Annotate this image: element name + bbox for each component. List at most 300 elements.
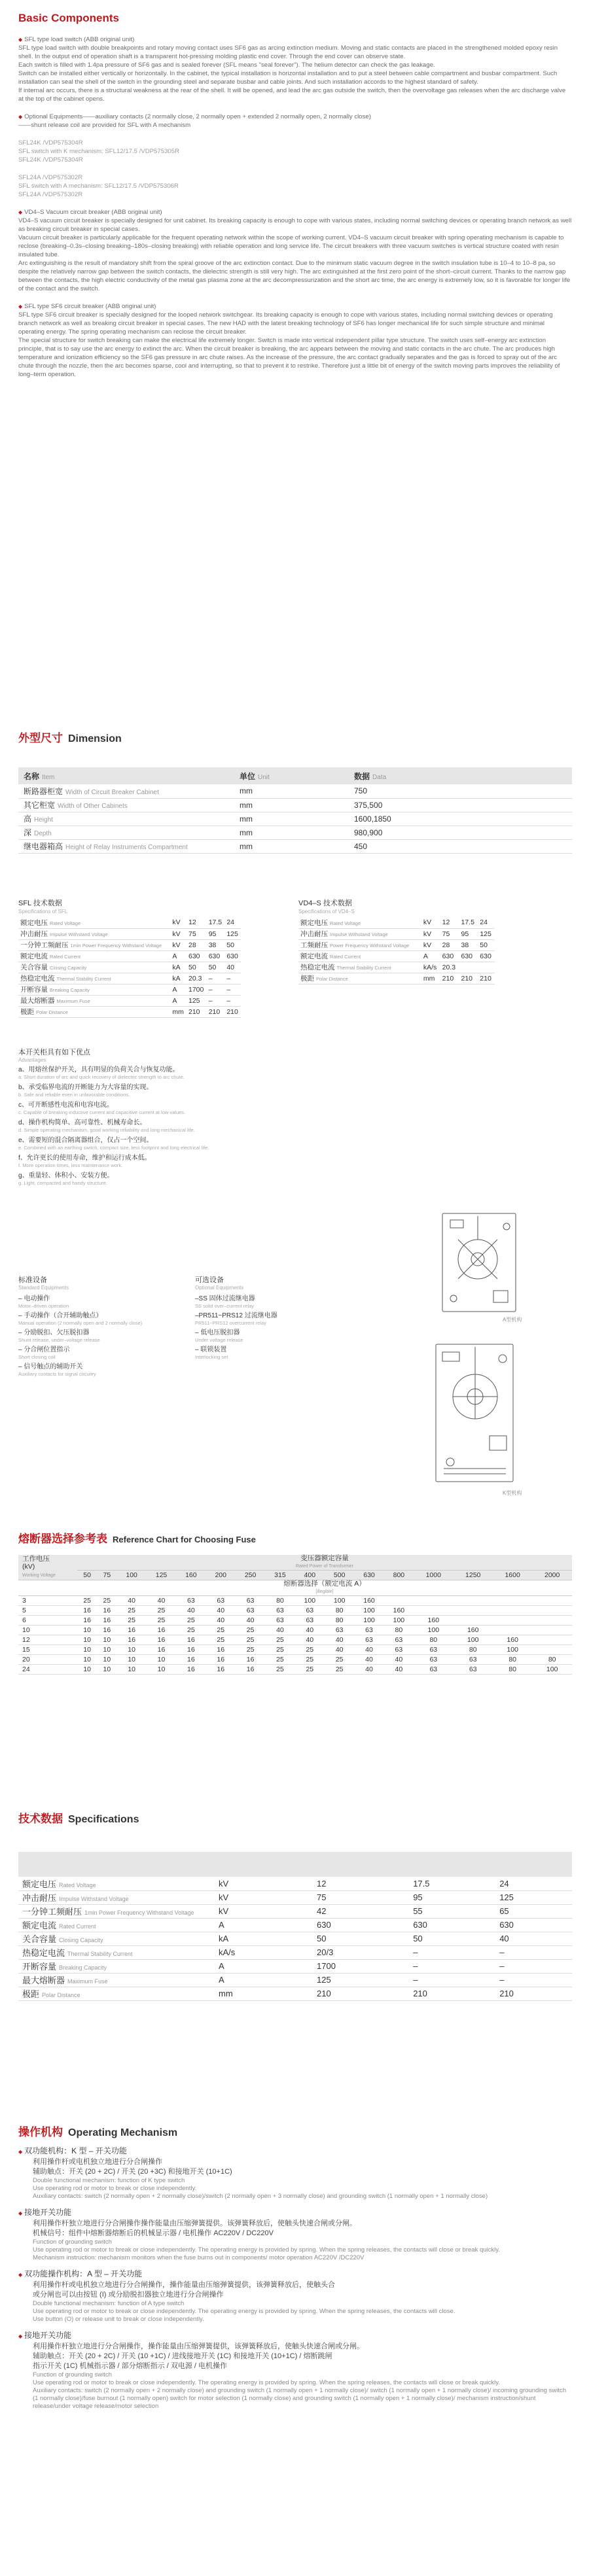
dimension-table — [18, 767, 572, 854]
specification-value: 75 — [313, 1890, 409, 1904]
fuse-cell: 160 — [454, 1626, 493, 1635]
spec-value: – — [207, 984, 225, 995]
spec-value: 125 — [478, 928, 495, 939]
fuse-cell: 80 — [454, 1645, 493, 1655]
fuse-kva-cell: 2000 — [532, 1571, 572, 1580]
fuse-cell: 100 — [325, 1596, 354, 1606]
spec-unit: kV — [421, 939, 440, 950]
fuse-kva-cell: 100 — [116, 1571, 146, 1580]
col-data: 数据 Data — [349, 767, 572, 784]
fuse-kva-cell: 200 — [206, 1571, 236, 1580]
spec-unit: A — [421, 950, 440, 962]
spec-value: 38 — [459, 939, 478, 950]
sfl-block — [18, 35, 572, 103]
fuse-cell: 10 — [77, 1645, 97, 1655]
fuse-cell — [414, 1606, 453, 1616]
dimension-row — [18, 812, 572, 826]
fuse-cell: 40 — [384, 1665, 414, 1675]
fuse-cell: 10 — [97, 1645, 116, 1655]
spec-label: 极距 Polar Distance — [18, 1006, 170, 1017]
equipment-item: – 电动操作 Motor–driven operation — [18, 1295, 69, 1309]
spec-value: 50 — [224, 939, 241, 950]
fuse-cell: 25 — [147, 1606, 176, 1616]
specification-unit: A — [215, 1959, 313, 1973]
vd4-spec-table — [298, 897, 495, 984]
spec-row — [298, 928, 495, 939]
optional-equipment-caption-en: Optional Equipments — [195, 1285, 244, 1291]
specification-label: 极距 Polar Distance — [18, 1987, 215, 2000]
spec-value: 38 — [207, 939, 225, 950]
spec-row — [298, 950, 495, 962]
fuse-cell — [532, 1635, 572, 1645]
specification-value: 125 — [495, 1890, 572, 1904]
fuse-cell: 40 — [295, 1635, 325, 1645]
mechanism-item — [18, 2330, 572, 2411]
specification-value: 125 — [313, 1973, 409, 1987]
fuse-kva-cell: 630 — [354, 1571, 384, 1580]
mechanism-line: Use operating rod or motor to break or close independently. The operating energy is provided by spring. When the spring releases, the contacts will close or break quickly. — [33, 2379, 500, 2386]
dimension-value: 980,900 — [349, 826, 572, 839]
spec-row — [298, 917, 495, 928]
fuse-cell: 10 — [77, 1635, 97, 1645]
fuse-cell: 25 — [265, 1655, 294, 1665]
spec-row — [18, 939, 241, 950]
fuse-cell: 25 — [116, 1606, 146, 1616]
fuse-cell: 63 — [384, 1645, 414, 1655]
sfl-spec-caption-en: Specifications of SFL — [18, 909, 68, 914]
fuse-section — [18, 1529, 572, 1675]
fuse-cell — [532, 1645, 572, 1655]
specification-value: 42 — [313, 1904, 409, 1918]
bullet-icon: ◆ — [18, 2333, 23, 2339]
fuse-cell: 80 — [414, 1635, 453, 1645]
fuse-cell: 63 — [454, 1655, 493, 1665]
specification-value: 50 — [409, 1932, 495, 1945]
equipment-item: – 联锁装置 Interlocking set — [195, 1346, 228, 1360]
model-line: SFL switch with A mechanism: SFL12/17.5 /VDP575306R — [18, 183, 179, 190]
fuse-cell: 63 — [265, 1606, 294, 1616]
bullet-icon: ◆ — [18, 304, 23, 309]
specifications-section — [18, 1809, 572, 2001]
spec-row — [298, 962, 495, 973]
bullet-icon: ◆ — [18, 114, 23, 120]
dimension-table-header — [18, 767, 572, 784]
model-line: SFL switch with K mechanism: SFL12/17.5 /VDP575305R — [18, 148, 179, 155]
spec-value: 210 — [224, 1006, 241, 1017]
mechanism-line: Use button (O) or release unit to break or close independently. — [33, 2316, 204, 2323]
fuse-cell: 10 — [97, 1655, 116, 1665]
fuse-cell: 25 — [265, 1645, 294, 1655]
fuse-cell: 10 — [77, 1655, 97, 1665]
advantage-item: a、用熔丝保护开关，具有明显的负荷关合与恢复功能。 a. Short duration of arc and quick recovery of dielectric strength to arc chute. — [18, 1066, 185, 1080]
dimension-title: 外型尺寸 Dimension — [18, 732, 122, 745]
spec-value: 12 — [187, 917, 207, 928]
specification-unit: kV — [215, 1877, 313, 1890]
fuse-cell: 10 — [116, 1645, 146, 1655]
advantage-item: g、重量轻、体积小、安装方便。 g. Light, compacted and handy structure. — [18, 1172, 114, 1186]
fuse-cell: 40 — [384, 1655, 414, 1665]
fuse-row — [18, 1616, 572, 1626]
spec-value: 28 — [187, 939, 207, 950]
equipment-item: – 手动操作（合开辅助触点） Manual operation (2 normally open and 2 normally close) — [18, 1312, 143, 1326]
specification-value: 55 — [409, 1904, 495, 1918]
specification-row — [18, 1973, 572, 1987]
fuse-cell: 16 — [206, 1665, 236, 1675]
fuse-cell: 16 — [116, 1635, 146, 1645]
specification-row — [18, 1918, 572, 1932]
fuse-cell: 25 — [295, 1655, 325, 1665]
fuse-cell: 16 — [236, 1665, 265, 1675]
dimension-row — [18, 784, 572, 798]
col-item: 名称 Item — [18, 767, 234, 784]
advantages-list — [18, 1047, 293, 1189]
spec-value: 20.3 — [187, 973, 207, 984]
fuse-cell: 63 — [325, 1626, 354, 1635]
spec-value: 24 — [478, 917, 495, 928]
fuse-cell: 63 — [206, 1596, 236, 1606]
vd4-heading: ◆ VD4–S Vacuum circuit breaker (ABB original unit) — [18, 209, 162, 216]
spec-label: 额定电流 Rated Current — [18, 950, 170, 962]
spec-value: 210 — [459, 973, 478, 984]
spec-value: 630 — [207, 950, 225, 962]
specification-unit: kA — [215, 1932, 313, 1945]
fuse-cell: 160 — [493, 1635, 532, 1645]
fuse-cell: 10 — [77, 1665, 97, 1675]
fuse-cell: 40 — [116, 1596, 146, 1606]
fuse-cell: 25 — [265, 1665, 294, 1675]
fuse-cell: 100 — [354, 1616, 384, 1626]
fuse-cell: 16 — [97, 1606, 116, 1616]
spec-value: 630 — [224, 950, 241, 962]
fuse-cell: 63 — [354, 1635, 384, 1645]
basic-components-section — [18, 12, 572, 388]
spec-value: 24 — [224, 917, 241, 928]
spec-label: 热稳定电流 Thermal Stability Current — [298, 962, 421, 973]
fuse-row — [18, 1645, 572, 1655]
mechanism-block-top — [493, 1291, 508, 1302]
spec-value: 125 — [187, 995, 207, 1006]
fuse-cell: 25 — [295, 1665, 325, 1675]
fuse-cell: 100 — [532, 1665, 572, 1675]
vd4-block — [18, 208, 572, 293]
specification-unit: A — [215, 1973, 313, 1987]
mechanism-line: 利用操作杆独立地进行分合闸操作操作能量由压缩弹簧提供。该弹簧释放后，使触头快速合闸或分闸。 — [33, 2219, 357, 2227]
sfl-heading: ◆ SFL type load switch (ABB original unit) — [18, 36, 135, 43]
equipment-item: –SS 固体过流继电器 SS solid over–current relay — [195, 1295, 255, 1309]
fuse-mid-header — [18, 1580, 572, 1596]
fuse-cell: 63 — [295, 1606, 325, 1616]
drawing-label-top: A型机构 — [503, 1317, 522, 1323]
fuse-row — [18, 1596, 572, 1606]
specification-row — [18, 1945, 572, 1959]
spec-unit: kV — [170, 917, 187, 928]
fuse-cell: 40 — [354, 1645, 384, 1655]
spec-value: – — [207, 995, 225, 1006]
advantage-item: c、可开断感性电流和电容电流。 c. Capable of breaking inductive current and capacitive current at low values. — [18, 1102, 186, 1115]
mechanism-frame-bottom — [436, 1344, 513, 1482]
fuse-cell: 10 — [116, 1655, 146, 1665]
fuse-cell: 25 — [176, 1626, 205, 1635]
fuse-cell: 40 — [354, 1665, 384, 1675]
mechanism-pin-top — [450, 1295, 457, 1302]
fuse-cell: 40 — [147, 1596, 176, 1606]
specification-value: 210 — [495, 1987, 572, 2000]
spec-value: 28 — [440, 939, 459, 950]
spec-value: 630 — [478, 950, 495, 962]
sfl-options-block — [18, 113, 572, 130]
fuse-cell: 40 — [295, 1626, 325, 1635]
spec-value: 210 — [207, 1006, 225, 1017]
mechanism-line: Use operating rod or motor to break or close independently. — [33, 2185, 197, 2192]
fuse-cell: 16 — [147, 1626, 176, 1635]
specification-label: 额定电压 Rated Voltage — [18, 1877, 215, 1890]
vd4-body: VD4–S vacuum circuit breaker is specially designed for unit cabinet. Its breaking capacity is enough to cope with various states, including normal switching devices or operating branch network as well as breaking circuit breaker in special cases. Vacuum circuit breaker is particularly applicable for the frequent operating network within the scope of working current. VD4–S vacuum circuit breaker with spring operating mechanism is capable to reclose (breaking–0.3s–closing breaking–180s–closing breaking) with reliable operation and long service life. The circuit breakers with three vacuum switches is vertical structure coated with resin insulated tube. Arc extinguishing is the result of mandatory shift from the spiral groove of the arc extinction contact. Due to the minimum static vacuum degree in the switch insulation tube is 10–4 to 10–8 pa, so despite the relatively narrow gap between the switch contacts, the dielectric strength is still very high. The arc extinguished at the first zero point of the short–circuit current. Thanks to the narrow gap between the contacts, the high electric conductivity of the metal gas plasma zone at the arc decompressurization and the short arc time, the arc energy is extremely low, so it is favorable for longer life of the contact and the switch. — [18, 217, 572, 292]
spec-value: 17.5 — [459, 917, 478, 928]
fuse-voltage: 10 — [18, 1626, 77, 1635]
fuse-kva-cell: 160 — [176, 1571, 205, 1580]
spec-value: 630 — [187, 950, 207, 962]
fuse-cell: 80 — [325, 1606, 354, 1616]
specification-unit: A — [215, 1918, 313, 1932]
standard-equipment-list — [18, 1274, 162, 1380]
sf6-block — [18, 302, 572, 379]
spec-unit: kV — [421, 928, 440, 939]
spec-value: 40 — [224, 962, 241, 973]
fuse-cell: 63 — [354, 1626, 384, 1635]
spec-value: 125 — [224, 928, 241, 939]
standard-equipment-caption: 标准设备 — [18, 1276, 47, 1284]
spec-row — [298, 939, 495, 950]
fuse-cell: 16 — [77, 1606, 97, 1616]
specification-value: 630 — [495, 1918, 572, 1932]
mechanism-block-top — [450, 1220, 463, 1228]
specification-value: – — [409, 1945, 495, 1959]
spec-row — [18, 928, 241, 939]
specification-unit: kV — [215, 1890, 313, 1904]
spec-label: 工频耐压 Power Frequency Withstand Voltage — [298, 939, 421, 950]
mechanism-line: 机械信号：组件中熔断器熔断后的机械显示器 / 电机操作 AC220V / DC220V — [33, 2229, 274, 2237]
fuse-cell: 16 — [97, 1616, 116, 1626]
fuse-cell: 16 — [147, 1635, 176, 1645]
advantage-item: b、承受临界电流的开断能力为大容量的实现。 b. Safe and reliable even in unfavorable conditions. — [18, 1084, 153, 1098]
specification-value: – — [409, 1959, 495, 1973]
fuse-cell: 63 — [295, 1616, 325, 1626]
mechanism-line: 或分闸也可以由按钮 (I) 或分励脱扣器独立地进行分合闸操作 — [33, 2291, 224, 2299]
model-line: SFL24K /VDP575304R — [18, 156, 83, 164]
equipment-item: – 分励脱扣、欠压脱扣器 Shunt release, under–voltage release — [18, 1329, 100, 1343]
fuse-cell — [532, 1616, 572, 1626]
fuse-cell — [532, 1626, 572, 1635]
specification-value: 1700 — [313, 1959, 409, 1973]
fuse-kva-cell: 1000 — [414, 1571, 453, 1580]
fuse-cell: 160 — [354, 1596, 384, 1606]
advantage-item: e、需要短的混合隔离器组合，仅占一个空间。 e. Combined with an earthing switch, compact size, less footprint and long electrical life. — [18, 1137, 209, 1151]
specification-value: – — [495, 1945, 572, 1959]
equipment-item: – 分合闸位置指示 Short closing coil — [18, 1346, 70, 1360]
specification-label: 一分钟工频耐压 1min Power Frequency Withstand Voltage — [18, 1904, 215, 1918]
dimension-item: 深 Depth — [18, 826, 234, 839]
spec-label: 冲击耐压 Impulse Withstand Voltage — [18, 928, 170, 939]
fuse-table — [18, 1555, 572, 1675]
spec-value: – — [224, 984, 241, 995]
dimension-unit: mm — [234, 784, 349, 798]
fuse-cell — [384, 1596, 414, 1606]
fuse-cell: 100 — [414, 1626, 453, 1635]
spec-unit: kA/s — [421, 962, 440, 973]
fuse-cell: 10 — [147, 1665, 176, 1675]
fuse-cell: 25 — [116, 1616, 146, 1626]
fuse-cell: 63 — [236, 1606, 265, 1616]
fuse-cell: 16 — [206, 1645, 236, 1655]
specifications-title: 技术数据 Specifications — [18, 1813, 139, 1826]
fuse-row — [18, 1655, 572, 1665]
fuse-cell: 63 — [414, 1665, 453, 1675]
fuse-voltage: 6 — [18, 1616, 77, 1626]
spec-row — [18, 973, 241, 984]
vd4-spec-caption: VD4–S 技术数据 — [298, 899, 352, 907]
fuse-cell: 25 — [77, 1596, 97, 1606]
operating-mechanism-title: 操作机构 Operating Mechanism — [18, 2126, 178, 2139]
dimension-row — [18, 798, 572, 812]
spec-value — [478, 962, 495, 973]
spec-label: 关合容量 Closing Capacity — [18, 962, 170, 973]
spec-value: 75 — [440, 928, 459, 939]
fuse-cell: 63 — [176, 1596, 205, 1606]
col-unit: 单位 Unit — [234, 767, 349, 784]
mechanism-item — [18, 2146, 572, 2201]
fuse-cell: 40 — [236, 1616, 265, 1626]
specification-label: 开断容量 Breaking Capacity — [18, 1959, 215, 1973]
fuse-cell: 100 — [384, 1616, 414, 1626]
fuse-cell: 160 — [414, 1616, 453, 1626]
fuse-cell — [493, 1626, 532, 1635]
specification-row — [18, 1932, 572, 1945]
fuse-row — [18, 1626, 572, 1635]
spec-row — [18, 984, 241, 995]
dimension-row — [18, 839, 572, 853]
dimension-unit: mm — [234, 839, 349, 853]
sfl-spec-caption: SFL 技术数据 — [18, 899, 62, 907]
mechanism-item-heading: ◆ 接地开关功能 — [18, 2331, 72, 2340]
spec-unit: mm — [421, 973, 440, 984]
fuse-cell: 80 — [493, 1655, 532, 1665]
fuse-kva-cell: 1250 — [454, 1571, 493, 1580]
model-line: SFL24K /VDP575304R — [18, 139, 83, 147]
spec-label: 热稳定电流 Thermal Stability Current — [18, 973, 170, 984]
fuse-cell: 10 — [97, 1665, 116, 1675]
fuse-cell: 40 — [206, 1616, 236, 1626]
drawing-label-bottom: K型机构 — [503, 1490, 522, 1496]
mechanism-line: Auxiliary contacts: switch (2 normally open + 2 normally close)/switch (2 normally open + 3 normally close) and grounding switch (1 normally open + 1 normally close) — [33, 2193, 488, 2200]
fuse-cell: 100 — [493, 1645, 532, 1655]
fuse-cell: 25 — [236, 1635, 265, 1645]
mechanism-drawing-svg — [404, 1207, 555, 1514]
spec-value: 20.3 — [440, 962, 459, 973]
mechanism-pin-top — [503, 1223, 510, 1230]
mechanism-line: 辅助触点：开关 (20 + 2C) / 开关 (20 +3C) 和接地开关 (10+1C) — [33, 2168, 232, 2176]
sfl-option-2: ——shunt release coil are provided for SFL with A mechanism — [18, 122, 191, 129]
mechanism-item — [18, 2207, 572, 2262]
spec-unit: A — [170, 995, 187, 1006]
fuse-cell: 100 — [354, 1606, 384, 1616]
spec-value: 50 — [187, 962, 207, 973]
specification-value: 95 — [409, 1890, 495, 1904]
fuse-voltage: 12 — [18, 1635, 77, 1645]
fuse-cell: 40 — [325, 1635, 354, 1645]
specification-label: 额定电流 Rated Current — [18, 1918, 215, 1932]
mechanism-pin-bottom — [446, 1458, 454, 1466]
fuse-cell: 40 — [354, 1655, 384, 1665]
specification-label: 冲击耐压 Impulse Withstand Voltage — [18, 1890, 215, 1904]
spec-value: – — [207, 973, 225, 984]
mechanism-block-bottom — [442, 1352, 459, 1361]
specification-value: 65 — [495, 1904, 572, 1918]
specification-value: 630 — [313, 1918, 409, 1932]
vd4-spec-caption-en: Specifications of VD4–S — [298, 909, 355, 914]
specification-value: 20/3 — [313, 1945, 409, 1959]
spec-unit: A — [170, 984, 187, 995]
fuse-header-top — [18, 1555, 572, 1571]
fuse-kva-cell: 800 — [384, 1571, 414, 1580]
fuse-voltage: 3 — [18, 1596, 77, 1606]
mechanism-line: Function of grounding switch — [33, 2238, 112, 2246]
spec-label: 冲击耐压 Impulse Withstand Voltage — [298, 928, 421, 939]
dimension-item: 其它柜宽 Width of Other Cabinets — [18, 798, 234, 812]
fuse-cell: 63 — [384, 1635, 414, 1645]
bullet-icon: ◆ — [18, 2272, 23, 2278]
fuse-cell: 16 — [147, 1645, 176, 1655]
sfl-body: SFL type load switch with double breakpoints and rotary moving contact uses SF6 gas as arcing extinction medium. Moving and static contacts are placed in the strengthened molded epoxy resin shell. In the output end of operation shaft is a transparent hot-pressing molding plastic end cover. Through the end cover can observe state. Each switch is filled with 1.4pa pressure of SF6 gas and is sealed forever (SFL means "seal forever"). The helium detector can check the gas leakage. Switch can be installed either vertically or horizontally. In the cabinet, the typical installation is horizontal installation and to put a steel between cable compartment and busbar compartment. Such installation can seal the shell of the switch in the grounding steel and separate busbar and cable joints. And such installation accords to the highest standard of safety. If internal arc occurs, there is a structural weakness at the rear of the shell. It will be opened, and lead the arc gas outside the switch, then the overvoltage gas releases when the arc discharge valve at the top of the cabinet opens. — [18, 44, 566, 103]
fuse-cell: 25 — [236, 1626, 265, 1635]
equipment-item: –PR511~PRS12 过流继电器 PR511~PRS12 overcurrent relay — [195, 1312, 277, 1326]
dimension-row — [18, 826, 572, 839]
fuse-cell: 10 — [116, 1665, 146, 1675]
spec-value — [459, 962, 478, 973]
fuse-power-header: 变压器额定容量 Rated Power of Transformer — [77, 1555, 572, 1571]
fuse-voltage: 5 — [18, 1606, 77, 1616]
fuse-cell: 25 — [97, 1596, 116, 1606]
fuse-cell: 16 — [176, 1645, 205, 1655]
equipment-item: – 信号触点的辅助开关 Auxiliary contacts for signal circuitry — [18, 1363, 96, 1377]
equipment-item: – 低电压脱扣器 Under voltage release — [195, 1329, 243, 1343]
sf6-heading: ◆ SFL type SF6 circuit breaker (ABB original unit) — [18, 303, 156, 310]
sfl-spec-table — [18, 897, 241, 1018]
mechanism-item-heading: ◆ 双功能机构：K 型 – 开关功能 — [18, 2146, 127, 2155]
bullet-icon: ◆ — [18, 2210, 23, 2216]
spec-row — [18, 995, 241, 1006]
fuse-cell — [493, 1606, 532, 1616]
specification-row — [18, 1877, 572, 1890]
specification-value: 210 — [409, 1987, 495, 2000]
specification-unit: mm — [215, 1987, 313, 2000]
mechanism-block-bottom — [490, 1436, 507, 1450]
fuse-kva-cell: 75 — [97, 1571, 116, 1580]
spec-value: 50 — [478, 939, 495, 950]
mechanism-drawing — [404, 1207, 555, 1514]
fuse-kva-row — [18, 1571, 572, 1580]
fuse-kva-cell: 250 — [236, 1571, 265, 1580]
fuse-cell: 63 — [265, 1616, 294, 1626]
specification-value: 40 — [495, 1932, 572, 1945]
sfl-option-1: ◆ Optional Equipments——auxiliary contacts (2 normally close, 2 normally open + extended 2 normally open, 2 normally close) — [18, 113, 371, 120]
fuse-cell: 80 — [493, 1665, 532, 1675]
mechanism-line: Function of grounding switch — [33, 2371, 112, 2378]
fuse-cell: 16 — [176, 1655, 205, 1665]
spec-value: 210 — [478, 973, 495, 984]
spec-unit: mm — [170, 1006, 187, 1017]
spec-unit: kV — [170, 928, 187, 939]
mechanism-pin-bottom — [499, 1355, 507, 1363]
